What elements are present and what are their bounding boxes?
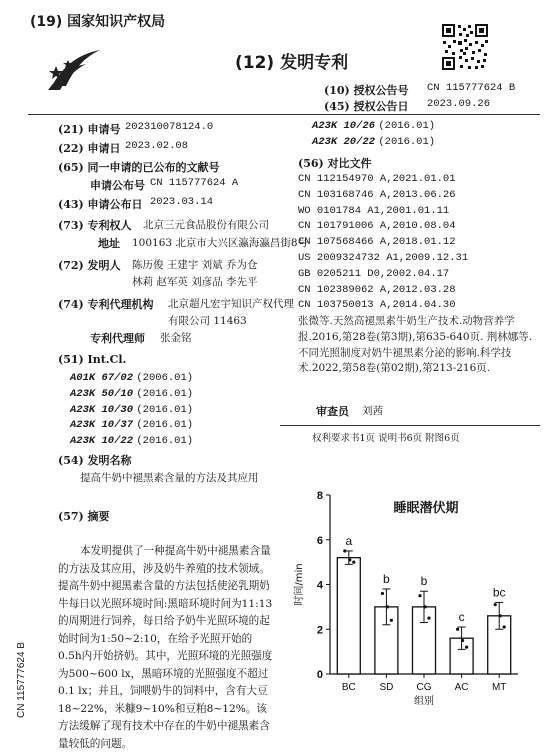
pages-divider bbox=[280, 425, 540, 426]
int-cl-label: (51) Int.Cl. bbox=[58, 353, 127, 366]
cited-doc: CN 102389062 A,2012.03.28 bbox=[298, 283, 456, 296]
x-axis-label: 组别 bbox=[414, 696, 434, 707]
prior-pub-date: 2023.03.14 bbox=[150, 196, 214, 208]
x-tick-label: CG bbox=[416, 682, 432, 693]
cited-doc: CN 112154970 A,2021.01.01 bbox=[298, 173, 456, 185]
significance-label: b bbox=[383, 571, 390, 586]
cited-doc: US 2009324732 A1,2009.12.31 bbox=[298, 251, 469, 264]
prior-pub-date-label: (43) 申请公布日 bbox=[58, 198, 143, 211]
y-tick-label: 6 bbox=[316, 534, 323, 547]
data-point bbox=[418, 594, 421, 597]
address-label: 地址 bbox=[98, 237, 120, 250]
y-axis-label: 时间/min bbox=[294, 563, 305, 606]
doc-type: (12) 发明专利 bbox=[235, 53, 349, 73]
examiner-label: 审查员 bbox=[316, 405, 349, 418]
x-tick-label: BC bbox=[341, 682, 356, 693]
significance-label: b bbox=[420, 574, 428, 589]
data-point bbox=[494, 603, 497, 606]
qr-code bbox=[441, 23, 489, 71]
app-date-label: (22) 申请日 bbox=[58, 142, 121, 155]
agent-label: 专利代理师 bbox=[90, 332, 145, 345]
page-count: 权利要求书1页 说明书6页 附图6页 bbox=[312, 433, 460, 444]
int-cl-item: A23K 50/10 (2016.01) bbox=[70, 387, 194, 400]
office-name: (19) 国家知识产权局 bbox=[30, 14, 166, 30]
data-point bbox=[461, 639, 464, 642]
cited-doc: WO 0101784 A1,2001.01.11 bbox=[298, 204, 450, 217]
cited-label: (56) 对比文件 bbox=[298, 157, 372, 170]
examiner: 刘茜 bbox=[362, 405, 383, 417]
x-tick-label: AC bbox=[454, 682, 469, 693]
int-cl-item: A23K 10/22 (2016.01) bbox=[70, 435, 194, 448]
title-label: (54) 发明名称 bbox=[58, 454, 132, 467]
app-date: 2023.02.08 bbox=[125, 140, 189, 152]
cited-doc: CN 103168746 A,2013.06.26 bbox=[298, 188, 456, 201]
cited-doc: GB 0205211 D0,2002.04.17 bbox=[298, 267, 450, 280]
side-doc-code: CN 115777624 B bbox=[16, 642, 27, 718]
cited-doc: CN 107568466 A,2018.01.12 bbox=[298, 236, 456, 249]
agency-label: (74) 专利代理机构 bbox=[58, 298, 154, 311]
significance-label: bc bbox=[492, 585, 506, 600]
y-tick-label: 0 bbox=[316, 669, 323, 681]
bar bbox=[337, 558, 360, 674]
inventors-line1: 陈历俊 王建宇 刘斌 乔为仓 bbox=[132, 259, 258, 271]
data-point bbox=[423, 605, 426, 608]
invention-title: 提高牛奶中褪黑素含量的方法及其应用 bbox=[80, 472, 259, 484]
pub-no-label: (10) 授权公告号 bbox=[324, 84, 409, 97]
inventors-label: (72) 发明人 bbox=[58, 259, 121, 272]
abstract-label: (57) 摘要 bbox=[58, 510, 110, 523]
prior-pub-label: (65) 同一申请的已公布的文献号 bbox=[58, 161, 220, 174]
agency-line2: 有限公司 11463 bbox=[168, 315, 247, 327]
significance-label: a bbox=[345, 533, 353, 548]
data-point bbox=[381, 592, 384, 595]
prior-pub-no: CN 115777624 A bbox=[150, 177, 239, 189]
agent: 张金铭 bbox=[160, 332, 192, 344]
sleep-latency-chart bbox=[286, 476, 548, 708]
int-cl-cont-list bbox=[312, 118, 532, 150]
y-tick-label: 8 bbox=[316, 490, 323, 502]
patentee: 北京三元食品股份有限公司 bbox=[143, 219, 269, 231]
data-point bbox=[390, 619, 393, 622]
cited-doc: CN 103750013 A,2014.04.30 bbox=[298, 299, 456, 312]
chart-title: 睡眠潜伏期 bbox=[393, 501, 459, 516]
int-cl-item: A23K 10/26 (2016.01) bbox=[312, 120, 436, 132]
data-point bbox=[427, 616, 430, 619]
nonpatent-literature: 张微等.天然高褪黑素牛奶生产技术.动物营养学报.2016,第28卷(第3期),第635-640页. 荆林娜等.不同光照制度对奶牛褪黑素分泌的影响.科学技术.2022,第58卷(第02期),第213-216页. bbox=[298, 315, 533, 375]
abstract-figure bbox=[286, 476, 548, 708]
pub-no: CN 115777624 B bbox=[427, 82, 516, 94]
y-tick-label: 2 bbox=[316, 624, 323, 637]
header-divider bbox=[28, 114, 540, 115]
address: 100163 北京市大兴区瀛海瀛昌街8号 bbox=[132, 237, 309, 249]
patentee-label: (73) 专利权人 bbox=[58, 219, 132, 232]
inventors-line2: 林莉 赵军英 刘彦品 李先平 bbox=[132, 276, 258, 288]
pub-date-label: (45) 授权公告日 bbox=[324, 100, 409, 113]
data-point bbox=[343, 549, 346, 552]
abstract-text: 本发明提供了一种提高牛奶中褪黑素含量的方法及其应用，涉及奶牛养殖的技术领域。提高牛奶中褪黑素含量的方法包括使泌乳期奶牛每日以光照环境时间:黑暗环境时间为11:13的周期进行饲养，每日给予奶牛光照环境的起始时间为1:50~2:10，在给予光照开始的0.5h内开始挤奶。其中，光照环境的光照强度为500~600 lx，黑暗环境的光照强度不超过0.1 lx；并且，饲喂奶牛的饲料中，含有大豆18~22%，米糠9~10%和豆粕8~12%。该方法缓解了现有技术中存在的牛奶中褪黑素含量较低的问题。 bbox=[58, 545, 273, 750]
int-cl-item: A23K 10/37 (2016.01) bbox=[70, 419, 194, 432]
cited-doc: CN 101791006 A,2010.08.04 bbox=[298, 220, 456, 233]
data-point bbox=[348, 558, 351, 561]
significance-label: c bbox=[458, 610, 465, 625]
int-cl-item: A23K 10/30 (2016.01) bbox=[70, 403, 194, 416]
app-no-label: (21) 申请号 bbox=[58, 123, 121, 136]
x-tick-label: SD bbox=[379, 682, 394, 693]
prior-pub-no-label: 申请公布号 bbox=[90, 179, 145, 192]
data-point bbox=[499, 614, 502, 617]
cnipa-logo bbox=[44, 46, 104, 94]
cited-list bbox=[298, 172, 540, 314]
int-cl-item: A01K 67/02 (2006.01) bbox=[70, 372, 194, 384]
y-tick-label: 4 bbox=[316, 579, 323, 592]
int-cl-item: A23K 20/22 (2016.01) bbox=[312, 135, 436, 148]
data-point bbox=[352, 561, 355, 564]
x-tick-label: MT bbox=[491, 682, 507, 693]
data-point bbox=[503, 625, 506, 628]
data-point bbox=[465, 646, 468, 649]
pub-date: 2023.09.26 bbox=[427, 98, 491, 110]
int-cl-list bbox=[70, 370, 270, 449]
agency-line1: 北京超凡宏宇知识产权代理 bbox=[168, 298, 294, 310]
data-point bbox=[456, 628, 459, 631]
data-point bbox=[386, 605, 389, 608]
app-no: 202310078124.0 bbox=[125, 121, 214, 133]
